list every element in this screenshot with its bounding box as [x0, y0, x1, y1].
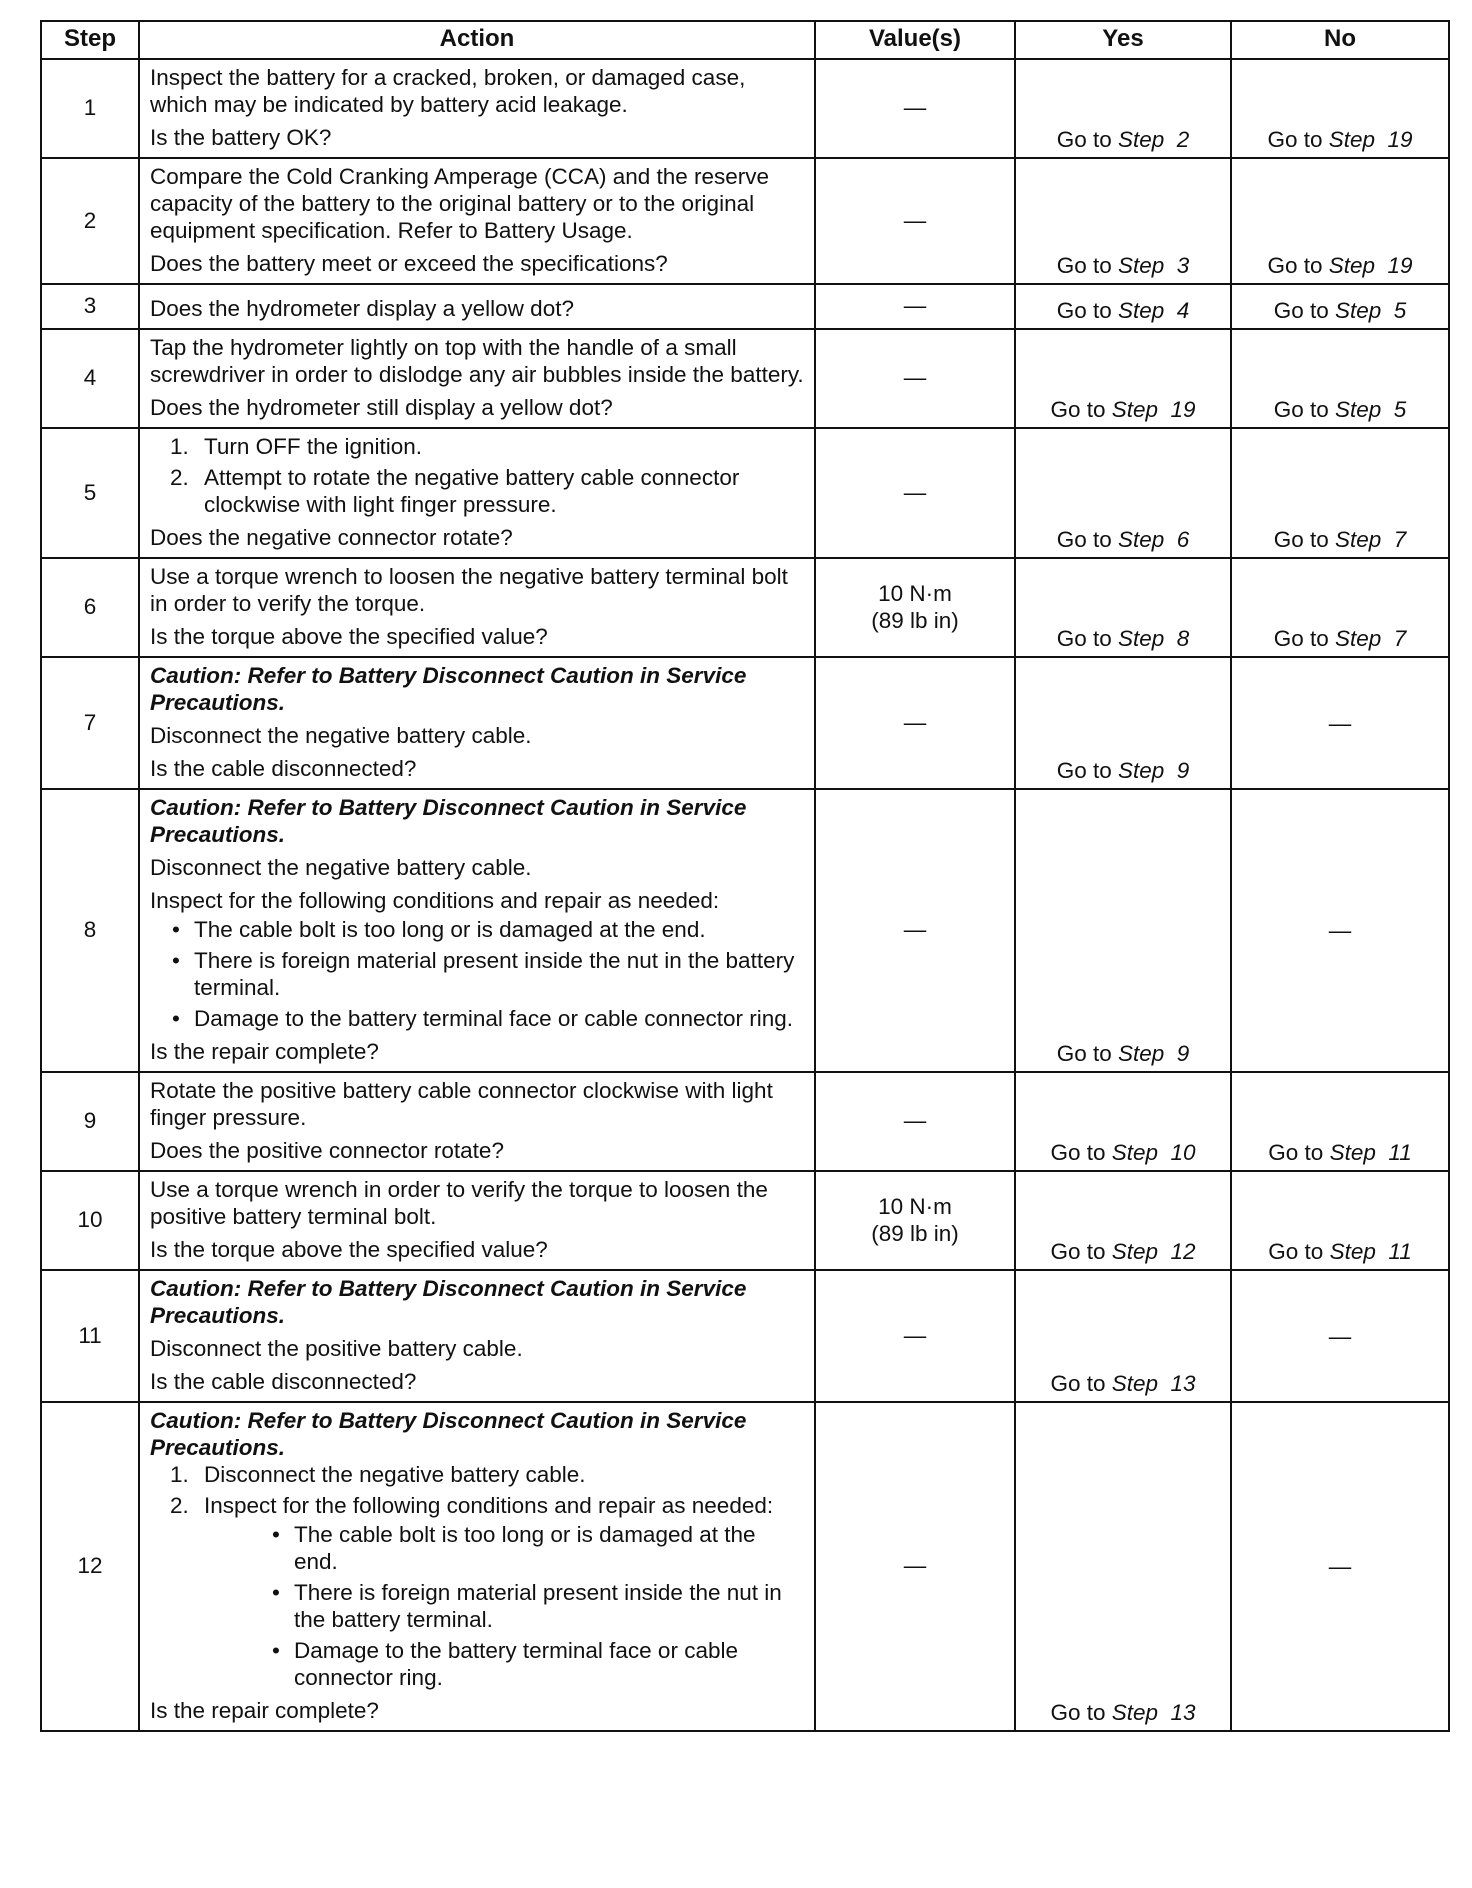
- action-cell: [139, 1270, 815, 1402]
- diagnostic-table: [40, 20, 1450, 1732]
- step-number: 8: [41, 789, 139, 1072]
- action-cell: [139, 428, 815, 558]
- step-reference: Step 10: [1111, 1140, 1196, 1165]
- numbered-item: 1. Disconnect the negative battery cable.: [170, 1462, 586, 1487]
- question-text: Is the repair complete?: [150, 1039, 379, 1064]
- no-cell: Go to Step 7: [1231, 428, 1449, 558]
- table-row: [41, 428, 1449, 558]
- table-row: [41, 59, 1449, 158]
- action-cell: [139, 1072, 815, 1171]
- no-cell: Go to Step 11: [1231, 1072, 1449, 1171]
- step-number: 7: [41, 657, 139, 789]
- item-number: 2.: [170, 465, 189, 490]
- question-text: Is the repair complete?: [150, 1698, 379, 1723]
- step-number: 6: [41, 558, 139, 657]
- table-row: [41, 158, 1449, 284]
- bullet-item: • The cable bolt is too long or is damaged at the end.: [150, 916, 804, 943]
- step-number: 10: [41, 1171, 139, 1270]
- diagnostic-table-container: [40, 20, 1448, 1732]
- table-row: [41, 789, 1449, 1072]
- numbered-item: 2. Attempt to rotate the negative battery cable connector clockwise with light finger pressure.: [170, 465, 740, 517]
- item-number: 1.: [170, 434, 189, 459]
- value-metric: 10 N·m: [878, 1193, 952, 1219]
- table-row: [41, 284, 1449, 329]
- caution-text: Caution: Refer to Battery Disconnect Caution in Service Precautions.: [150, 1276, 747, 1328]
- value-cell: —: [815, 428, 1015, 558]
- step-reference: Step 13: [1111, 1700, 1196, 1725]
- step-reference: Step 19: [1328, 127, 1413, 152]
- numbered-list: [150, 433, 804, 518]
- numbered-list: [150, 1461, 804, 1691]
- question-text: Does the hydrometer display a yellow dot?: [150, 296, 574, 321]
- step-reference: Step 5: [1334, 397, 1407, 422]
- step-reference: Step 12: [1111, 1239, 1196, 1264]
- step-number: 12: [41, 1402, 139, 1731]
- bullet-item: • There is foreign material present inside the nut in the battery terminal.: [150, 947, 804, 1001]
- step-number: 4: [41, 329, 139, 428]
- action-text: Disconnect the negative battery cable.: [150, 723, 532, 748]
- no-cell: —: [1231, 789, 1449, 1072]
- action-text: Disconnect the negative battery cable.: [150, 855, 532, 880]
- numbered-item: 2. Inspect for the following conditions and repair as needed: • The cable bolt is too long or is damaged at the end. • There is foreign material present inside the nut in the battery terminal. • Damage to the battery terminal face or cable connector ring.: [150, 1492, 804, 1691]
- action-text: Use a torque wrench in order to verify the torque to loosen the positive battery terminal bolt.: [150, 1177, 768, 1229]
- step-reference: Step 9: [1117, 758, 1190, 783]
- action-cell: [139, 558, 815, 657]
- action-text: Use a torque wrench to loosen the negative battery terminal bolt in order to verify the torque.: [150, 564, 788, 616]
- action-cell: [139, 657, 815, 789]
- step-reference: Step 7: [1334, 527, 1407, 552]
- step-reference: Step 9: [1117, 1041, 1190, 1066]
- no-cell: Go to Step 7: [1231, 558, 1449, 657]
- step-reference: Step 2: [1117, 127, 1190, 152]
- yes-cell: Go to Step 3: [1015, 158, 1231, 284]
- step-reference: Step 4: [1117, 298, 1190, 323]
- table-row: [41, 1270, 1449, 1402]
- yes-cell: Go to Step 4: [1015, 284, 1231, 329]
- step-number: 5: [41, 428, 139, 558]
- header-values: Value(s): [815, 21, 1015, 59]
- header-action: Action: [139, 21, 815, 59]
- step-number: 3: [41, 284, 139, 329]
- numbered-item: 1. Turn OFF the ignition.: [170, 434, 423, 459]
- caution-text: Caution: Refer to Battery Disconnect Caution in Service Precautions.: [150, 1408, 747, 1460]
- value-cell: —: [815, 284, 1015, 329]
- action-text: Tap the hydrometer lightly on top with the handle of a small screwdriver in order to dislodge any air bubbles inside the battery.: [150, 335, 804, 387]
- value-cell: —: [815, 59, 1015, 158]
- step-number: 2: [41, 158, 139, 284]
- question-text: Does the positive connector rotate?: [150, 1138, 504, 1163]
- value-cell: —: [815, 1072, 1015, 1171]
- step-reference: Step 7: [1334, 626, 1407, 651]
- table-header-row: [41, 21, 1449, 59]
- table-row: [41, 1072, 1449, 1171]
- no-cell: —: [1231, 1270, 1449, 1402]
- value-cell: [815, 558, 1015, 657]
- action-cell: [139, 1402, 815, 1731]
- value-imperial: (89 lb in): [871, 607, 959, 633]
- action-text: Disconnect the positive battery cable.: [150, 1336, 523, 1361]
- table-body: [41, 59, 1449, 1731]
- header-step: Step: [41, 21, 139, 59]
- value-imperial: (89 lb in): [871, 1220, 959, 1246]
- action-text: Compare the Cold Cranking Amperage (CCA) and the reserve capacity of the battery to the original battery or to the original equipment specification. Refer to Battery Usage.: [150, 164, 770, 243]
- value-cell: [815, 1171, 1015, 1270]
- caution-text: Caution: Refer to Battery Disconnect Caution in Service Precautions.: [150, 663, 747, 715]
- no-cell: Go to Step 11: [1231, 1171, 1449, 1270]
- bullet-item: • The cable bolt is too long or is damaged at the end.: [204, 1521, 804, 1575]
- table-row: [41, 1171, 1449, 1270]
- no-cell: Go to Step 19: [1231, 158, 1449, 284]
- action-cell: [139, 329, 815, 428]
- value-metric: 10 N·m: [878, 580, 952, 606]
- step-number: 11: [41, 1270, 139, 1402]
- yes-cell: Go to Step 12: [1015, 1171, 1231, 1270]
- question-text: Is the torque above the specified value?: [150, 624, 548, 649]
- header-yes: Yes: [1015, 21, 1231, 59]
- yes-cell: Go to Step 2: [1015, 59, 1231, 158]
- bullet-list: [204, 1521, 804, 1691]
- step-reference: Step 11: [1329, 1239, 1412, 1264]
- item-number: 1.: [170, 1462, 189, 1487]
- question-text: Is the battery OK?: [150, 125, 332, 150]
- no-cell: —: [1231, 657, 1449, 789]
- yes-cell: Go to Step 13: [1015, 1402, 1231, 1731]
- table-row: [41, 558, 1449, 657]
- yes-cell: Go to Step 8: [1015, 558, 1231, 657]
- step-number: 9: [41, 1072, 139, 1171]
- no-cell: Go to Step 5: [1231, 329, 1449, 428]
- question-text: Is the cable disconnected?: [150, 756, 417, 781]
- action-cell: [139, 789, 815, 1072]
- action-text: Rotate the positive battery cable connector clockwise with light finger pressure.: [150, 1078, 773, 1130]
- step-reference: Step 19: [1111, 397, 1196, 422]
- yes-cell: Go to Step 9: [1015, 789, 1231, 1072]
- bullet-item: • There is foreign material present inside the nut in the battery terminal.: [204, 1579, 804, 1633]
- step-reference: Step 6: [1117, 527, 1190, 552]
- table-row: [41, 657, 1449, 789]
- action-cell: [139, 158, 815, 284]
- value-cell: —: [815, 789, 1015, 1072]
- question-text: Is the torque above the specified value?: [150, 1237, 548, 1262]
- bullet-item: • Damage to the battery terminal face or cable connector ring.: [204, 1637, 804, 1691]
- yes-cell: Go to Step 10: [1015, 1072, 1231, 1171]
- bullet-list: [150, 916, 804, 1032]
- value-cell: —: [815, 657, 1015, 789]
- step-reference: Step 8: [1117, 626, 1190, 651]
- value-cell: —: [815, 329, 1015, 428]
- step-number: 1: [41, 59, 139, 158]
- no-cell: Go to Step 19: [1231, 59, 1449, 158]
- step-reference: Step 19: [1328, 253, 1413, 278]
- bullet-item: • Damage to the battery terminal face or cable connector ring.: [150, 1005, 804, 1032]
- yes-cell: Go to Step 13: [1015, 1270, 1231, 1402]
- step-reference: Step 5: [1334, 298, 1407, 323]
- step-reference: Step 3: [1117, 253, 1190, 278]
- no-cell: —: [1231, 1402, 1449, 1731]
- action-cell: [139, 1171, 815, 1270]
- question-text: Is the cable disconnected?: [150, 1369, 417, 1394]
- action-cell: [139, 59, 815, 158]
- yes-cell: Go to Step 9: [1015, 657, 1231, 789]
- item-number: 2.: [170, 1493, 189, 1518]
- value-cell: —: [815, 158, 1015, 284]
- caution-text: Caution: Refer to Battery Disconnect Caution in Service Precautions.: [150, 795, 747, 847]
- question-text: Does the negative connector rotate?: [150, 525, 513, 550]
- action-cell: [139, 284, 815, 329]
- question-text: Does the hydrometer still display a yellow dot?: [150, 395, 613, 420]
- table-row: [41, 1402, 1449, 1731]
- value-cell: —: [815, 1402, 1015, 1731]
- value-cell: —: [815, 1270, 1015, 1402]
- step-reference: Step 13: [1111, 1371, 1196, 1396]
- table-row: [41, 329, 1449, 428]
- yes-cell: Go to Step 6: [1015, 428, 1231, 558]
- action-text: Inspect for the following conditions and repair as needed:: [150, 888, 720, 913]
- question-text: Does the battery meet or exceed the specifications?: [150, 251, 668, 276]
- no-cell: Go to Step 5: [1231, 284, 1449, 329]
- yes-cell: Go to Step 19: [1015, 329, 1231, 428]
- step-reference: Step 11: [1329, 1140, 1412, 1165]
- action-text: Inspect the battery for a cracked, broken, or damaged case, which may be indicated by battery acid leakage.: [150, 65, 746, 117]
- header-no: No: [1231, 21, 1449, 59]
